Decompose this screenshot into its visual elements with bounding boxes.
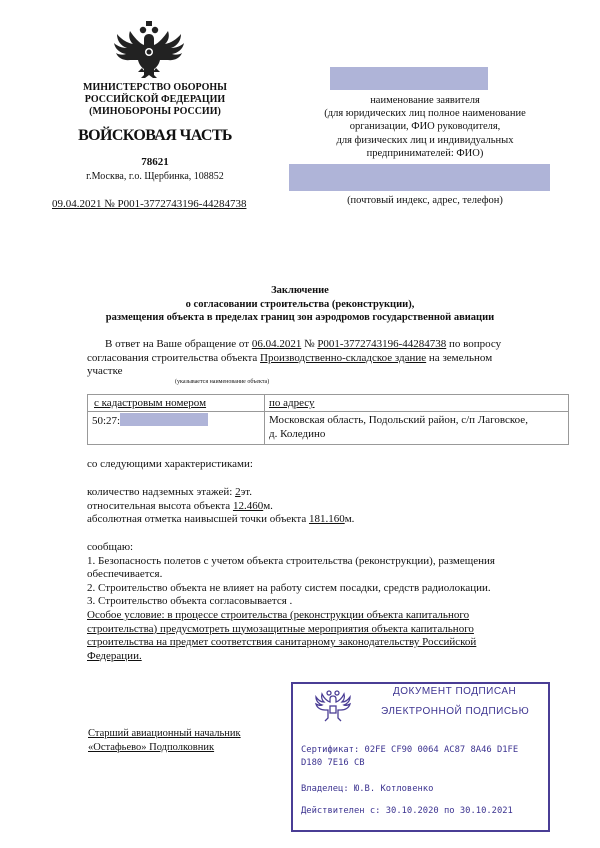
document-title xyxy=(60,284,540,325)
eagle-emblem-icon xyxy=(108,20,190,78)
abs-value: 181.160 xyxy=(308,513,345,526)
address-line: д. Коледино xyxy=(269,428,326,440)
inform-label: сообщаю: xyxy=(87,541,134,553)
number-sign: № xyxy=(301,338,318,350)
caption-line: организации, ФИО руководителя, xyxy=(349,121,501,133)
title-line: размещения объекта в пределах границ зон аэродромов государственной авиации xyxy=(105,312,495,324)
unit-title: ВОЙСКОВАЯ ЧАСТЬ xyxy=(78,127,232,144)
caption-line: для физических лиц и индивидуальных xyxy=(336,134,514,146)
caption-line: наименование заявителя xyxy=(370,95,480,106)
floors-label: количество надземных этажей: xyxy=(87,486,236,498)
stamp-owner: Владелец: Ю.В. Котловенко xyxy=(301,784,434,794)
address-caption: (почтовый индекс, адрес, телефон) xyxy=(347,195,503,206)
height-label: относительная высота объекта xyxy=(87,499,233,512)
cadastral-redaction xyxy=(120,413,208,426)
intro-suffix: по вопросу xyxy=(446,338,502,350)
characteristics-list xyxy=(87,486,557,527)
floors-value: 2 xyxy=(235,486,241,498)
intro-paragraph xyxy=(87,338,557,379)
inform-item-2: 2. Строительство объекта не влияет на работу систем посадки, средств радиолокации. xyxy=(87,581,491,594)
table-header-cell xyxy=(265,395,569,412)
title-line: Заключение xyxy=(271,285,329,296)
ministry-name xyxy=(60,82,250,118)
caption-line: предпринимателей: ФИО) xyxy=(366,147,484,159)
intro-line2-prefix: согласования строительства объекта xyxy=(87,351,261,364)
inform-item-3: 3. Строительство объекта согласовывается . xyxy=(87,595,293,608)
abs-unit: м. xyxy=(344,513,355,526)
ministry-line: МИНИСТЕРСТВО ОБОРОНЫ xyxy=(83,82,227,93)
abs-label: абсолютная отметка наивысшей точки объекта xyxy=(87,513,309,526)
special-condition-line: Федерации. xyxy=(87,649,142,662)
floors-unit: эт. xyxy=(240,486,253,498)
cadastral-table xyxy=(87,394,569,445)
special-condition xyxy=(87,609,557,663)
stamp-validity: Действителен с: 30.10.2020 по 30.10.2021 xyxy=(301,806,513,816)
signatory-line: Старший авиационный начальник xyxy=(88,728,241,739)
table-row xyxy=(88,395,569,412)
signatory-line: «Остафьево» Подполковник xyxy=(88,742,215,753)
inform-section xyxy=(87,541,557,663)
certificate-line: D180 7E16 CB xyxy=(301,758,365,768)
stamp-title-2: ЭЛЕКТРОННОЙ ПОДПИСЬЮ xyxy=(381,706,530,717)
unit-number: 78621 xyxy=(141,156,169,168)
stamp-certificate xyxy=(301,744,541,770)
stamp-title-1: ДОКУМЕНТ ПОДПИСАН xyxy=(393,686,517,697)
title-line: о согласовании строительства (реконструкции), xyxy=(185,298,415,310)
address-header: по адресу xyxy=(269,397,315,409)
height-unit: м. xyxy=(263,499,273,512)
cadastral-prefix: 50:27: xyxy=(92,415,121,427)
intro-line2-suffix: на земельном xyxy=(426,351,493,364)
unit-address: г.Москва, г.о. Щербинка, 108852 xyxy=(86,171,224,182)
table-row xyxy=(88,412,569,445)
request-number: Р001-3772743196-44284738 xyxy=(317,338,447,350)
height-row xyxy=(87,500,557,514)
object-name: Производственно-складское здание xyxy=(260,351,427,364)
intro-prefix: В ответ на Ваше обращение от xyxy=(105,338,252,350)
caption-line: (для юридических лиц полное наименование xyxy=(324,108,526,120)
inform-item-1: 1. Безопасность полетов с учетом объекта строительства (реконструкции), размещения xyxy=(87,554,495,567)
special-condition-line: строительства на предмет соответствия санитарному законодательству Российской xyxy=(87,636,477,649)
inform-item-1-cont: обеспечивается. xyxy=(87,568,163,581)
address-line: Московская область, Подольский район, с/п Лаговское, xyxy=(269,414,528,426)
outgoing-reference xyxy=(30,198,290,210)
floors-row xyxy=(87,486,557,500)
height-value: 12.460 xyxy=(232,499,264,512)
certificate-line: Сертификат: 02FE CF90 0064 AC87 8A46 D1FE xyxy=(301,745,519,755)
table-cell xyxy=(265,412,569,445)
outgoing-reference-text: 09.04.2021 № Р001-3772743196-44284738 xyxy=(52,198,247,210)
intro-line3: участке xyxy=(87,365,123,378)
electronic-signature-stamp xyxy=(291,682,550,832)
ministry-line: (МИНОБОРОНЫ РОССИИ) xyxy=(89,106,221,117)
object-note: (указывается наименование объекта) xyxy=(175,379,270,385)
table-cell xyxy=(88,412,265,445)
recipient-caption xyxy=(290,94,560,160)
recipient-name-redaction xyxy=(330,67,488,90)
special-condition-line: Особое условие: в процессе строительства (реконструкции объекта капитального xyxy=(87,608,470,621)
coat-of-arms-icon xyxy=(315,688,351,726)
ministry-line: РОССИЙСКОЙ ФЕДЕРАЦИИ xyxy=(84,94,226,105)
table-header-cell xyxy=(88,395,265,412)
signatory-block xyxy=(88,727,278,755)
cadastral-header: с кадастровым номером xyxy=(94,397,207,409)
special-condition-line: строительства) предусмотреть шумозащитные мероприятия объекта капитального xyxy=(87,622,474,635)
request-date: 06.04.2021 xyxy=(251,338,302,350)
abs-row xyxy=(87,513,557,527)
characteristics-label: со следующими характеристиками: xyxy=(87,458,253,470)
recipient-address-redaction xyxy=(289,164,550,191)
